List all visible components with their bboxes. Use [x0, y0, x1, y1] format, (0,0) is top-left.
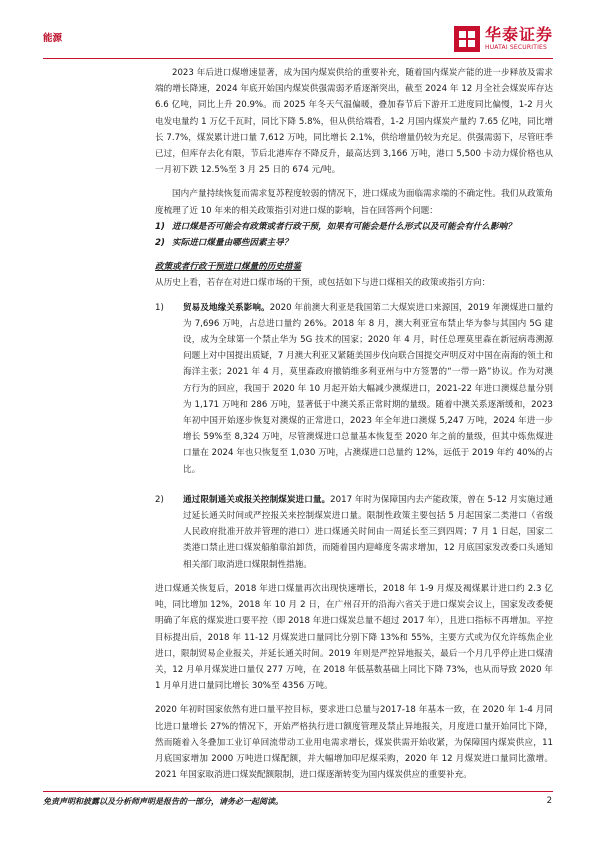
- question-item: [155, 235, 553, 251]
- item-title: 通过限制通关或报关控制煤炭进口量。: [183, 494, 331, 505]
- item-number: 2): [155, 494, 164, 505]
- question-item: [155, 219, 553, 235]
- question-text: 实际进口煤量由哪些因素主导？: [172, 238, 293, 249]
- body-paragraph: 国内产量持续恢复而需求复苏程度较弱的情况下，进口煤成为面临需求端的不确定性。我们从政策角度梳理了近 10 年来的相关政策指引对进口煤的影响，旨在回答两个问题：: [155, 189, 553, 216]
- section-intro: 从历史上看，若存在对进口煤市场的干预，或包括如下与进口煤相关的政策或指引方向：: [155, 278, 491, 289]
- question-number: 2): [155, 238, 165, 249]
- body-paragraph: 2020 年初时国家依然有进口量平控目标，要求进口总量与2017-18 年基本一致，在 2020 年 1-4 月同比进口量增长 27%的情况下，开始严格执行进口额度管理及禁止异地报关，月度进口量开始同比下降，然而随着入冬叠加工业订单回流带动工业用电需求增长，煤炭供需开始收紧，为保障国内煤炭供应，11 月底国家增加 2000 万吨进口煤配额，并大幅增加印尼煤采购，2020 年 12 月煤炭进口量同比激增。2021 年国家取消进口煤炭配额限制，进口煤逐渐转变为国内煤炭供应的重要补充。: [155, 705, 553, 781]
- item-text: 2017 年时为保障国内去产能政策，曾在 5-12 月实施过通过延长通关时间或严控报关来控制煤炭进口量。限制性政策主要包括 5 月起国家二类港口（省级人民政府批准开放并管理的港口）进口煤通关时间由一周延长至三到四周；7 月 1 日起，国家二类港口禁止进口煤炭船舶靠泊卸货，而随着国内迎峰度冬需求增加，12 月底国家发改委口头通知相关部门取消进口煤限制性措施。: [183, 494, 553, 570]
- policy-item: [155, 300, 553, 478]
- item-title: 贸易及地缘关系影响。: [183, 302, 270, 313]
- logo-mark-icon: [454, 26, 480, 52]
- section-heading: 政策或者行政干预进口煤量的历史措鉴: [155, 262, 302, 273]
- question-text: 进口煤是否可能会有政策或者行政干预，如果有可能会是什么形式以及可能会有什么影响？: [172, 221, 516, 232]
- report-body: [155, 65, 553, 783]
- question-number: 1): [155, 221, 165, 232]
- header-divider: [43, 58, 553, 59]
- logo-en-text: HUATAI SECURITIES: [484, 44, 548, 51]
- body-paragraph: 2023 年后进口煤增速显著，成为国内煤炭供给的重要补充，随着国内煤炭产能的进一步释放及需求端的增长降速，2024 年底开始国内煤炭供强需弱矛盾逐渐突出，截至 2024 年 12 月全社会煤炭库存达 6.6 亿吨，同比上升 20.9%。而 2025 年冬天气温偏暖，叠加春节后下游开工进度同比偏慢，1-2 月火电发电量约 1 万亿千瓦时，同比下降 5.8%，但从供给端看，1-2 月国内煤炭产量约 7.65 亿吨，同比增长 7.7%，煤炭累计进口量 7,612 万吨，同比增长 2.1%，供给增量仍较为充足。供强需弱下，尽管旺季已过，但库存去化有限，节后北港库存不降反升，最高达到 3,166 万吨，港口 5,500 卡动力煤价格也从一月初下跌 12.5%至 3 月 25 日的 674 元/吨。: [155, 68, 553, 176]
- item-number: 1): [155, 302, 164, 313]
- body-paragraph: 进口煤通关恢复后，2018 年进口煤量再次出现快速增长，2018 年 1-9 月煤及褐煤累计进口约 2.3 亿吨，同比增加 12%，2018 年 10 月 2 日，在广州召开的沿海六省关于进口煤炭会议上，国家发改委便明确了年底的煤炭进口要平控（即 2018 年进口煤炭总量不超过 2017 年），且进口指标不再增加。平控目标提出后，2018 年 11-12 月煤炭进口量同比分别下降 13%和 55%，主要方式或为仅允许练焦企业进口，限制贸易企业报关，并延长通关时间。2019 年则是严控异地报关，最后一个月几乎停止进口煤清关，12 月单月煤炭进口量仅 277 万吨，在 2018 年低基数基础上同比下降 73%，也从而导致 2020 年 1 月单月进口量同比增长 30%至 4356 万吨。: [155, 583, 553, 692]
- huatai-logo: [454, 21, 553, 57]
- item-text: 2020 年前澳大利亚是我国第二大煤炭进口来源国，2019 年澳煤进口量约为 7,696 万吨，占总进口量约 26%。2018 年 8 月，澳大利亚宣布禁止华为参与其国内 5G 建设，成为全球第一个禁止华为 5G 技术的国家；2020 年 4 月，时任总理莫里森在新冠病毒溯源问题上对中国提出质疑，7 月澳大利亚又紧随美国步伐向联合国提交声明反对中国在南海的领土和海洋主张；2021 年 4 月，莫里森政府撤销维多利亚州与中方签署的“一带一路”协议。作为对澳方行为的回应，我国于 2020 年 10 月起开始大幅减少澳煤进口，2021-22 年进口澳煤总量分别为 1,171 万吨和 286 万吨，显著低于中澳关系正常时期的量级。随着中澳关系逐渐缓和，2023 年初中国开始逐步恢复对澳煤的正常进口，2023 年全年进口澳煤 5,247 万吨，2024 年进一步增长 59%至 8,324 万吨，尽管澳煤进口总量基本恢复至 2020 年之前的量级，但其中炼焦煤进口量在 2024 年也只恢复至 1,030 万吨，占澳煤进口总量约 12%，远低于 2019 年约 40%的占比。: [183, 302, 553, 475]
- footer-disclaimer: 免责声明和披露以及分析师声明是报告的一部分，请务必一起阅读。: [43, 797, 283, 806]
- header-section-label: 能源: [43, 33, 63, 44]
- logo-cn-text: 华泰证券: [484, 25, 553, 44]
- policy-item: [155, 492, 553, 573]
- page-number: 2: [546, 796, 552, 806]
- footer-divider: [43, 791, 553, 792]
